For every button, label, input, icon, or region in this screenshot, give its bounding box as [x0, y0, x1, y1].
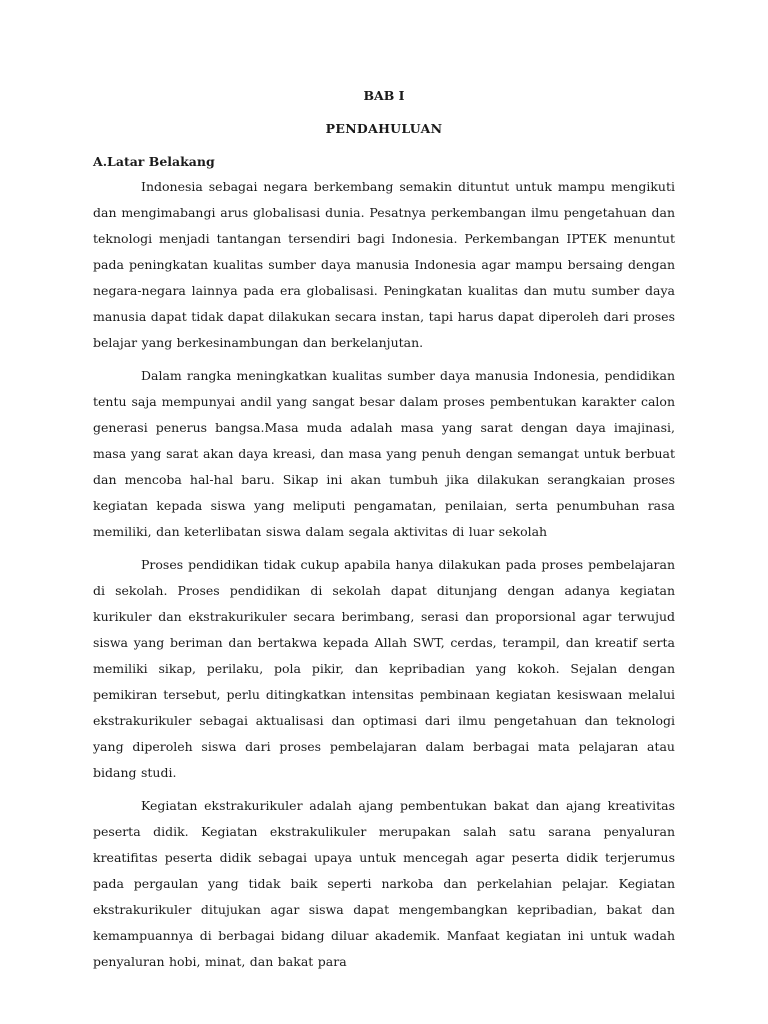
section-heading: A.Latar Belakang — [93, 154, 215, 169]
document-page — [93, 80, 675, 975]
chapter-title: PENDAHULUAN — [325, 121, 443, 136]
paragraph: Kegiatan ekstrakurikuler adalah ajang pembentukan bakat dan ajang kreativitas peserta didik. Kegiatan ekstrakulikuler merupakan salah satu sarana penyaluran kreatifitas peserta didik sebagai upaya untuk mencegah agar peserta didik terjerumus pada pergaulan yang tidak baik seperti narkoba dan perkelahian pelajar. Kegiatan ekstrakurikuler ditujukan agar siswa dapat mengembangkan kepribadian, bakat dan kemampuannya di berbagai bidang diluar akademik. Manfaat kegiatan ini untuk wadah penyaluran hobi, minat, dan bakat para — [93, 798, 675, 969]
paragraph: Proses pendidikan tidak cukup apabila hanya dilakukan pada proses pembelajaran di sekolah. Proses pendidikan di sekolah dapat ditunjang dengan adanya kegiatan kurikuler dan ekstrakurikuler secara berimbang, serasi dan proporsional agar terwujud siswa yang beriman dan bertakwa kepada Allah SWT, cerdas, terampil, dan kreatif serta memiliki sikap, perilaku, pola pikir, dan kepribadian yang kokoh. Sejalan dengan pemikiran tersebut, perlu ditingkatkan intensitas pembinaan kegiatan kesiswaan melalui ekstrakurikuler sebagai aktualisasi dan optimasi dari ilmu pengetahuan dan teknologi yang diperoleh siswa dari proses pembelajaran dalam berbagai mata pelajaran atau bidang studi. — [93, 557, 675, 780]
chapter-number: BAB I — [363, 88, 405, 103]
paragraph: Indonesia sebagai negara berkembang semakin dituntut untuk mampu mengikuti dan mengimabangi arus globalisasi dunia. Pesatnya perkembangan ilmu pengetahuan dan teknologi menjadi tantangan tersendiri bagi Indonesia. Perkembangan IPTEK menuntut pada peningkatan kualitas sumber daya manusia Indonesia agar mampu bersaing dengan negara-negara lainnya pada era globalisasi. Peningkatan kualitas dan mutu sumber daya manusia dapat tidak dapat dilakukan secara instan, tapi harus dapat diperoleh dari proses belajar yang berkesinambungan dan berkelanjutan. — [93, 179, 675, 350]
paragraph: Dalam rangka meningkatkan kualitas sumber daya manusia Indonesia, pendidikan tentu saja mempunyai andil yang sangat besar dalam proses pembentukan karakter calon generasi penerus bangsa.Masa muda adalah masa yang sarat dengan daya imajinasi, masa yang sarat akan daya kreasi, dan masa yang penuh dengan semangat untuk berbuat dan mencoba hal-hal baru. Sikap ini akan tumbuh jika dilakukan serangkaian proses kegiatan kepada siswa yang meliputi pengamatan, penilaian, serta penumbuhan rasa memiliki, dan keterlibatan siswa dalam segala aktivitas di luar sekolah — [93, 368, 675, 539]
